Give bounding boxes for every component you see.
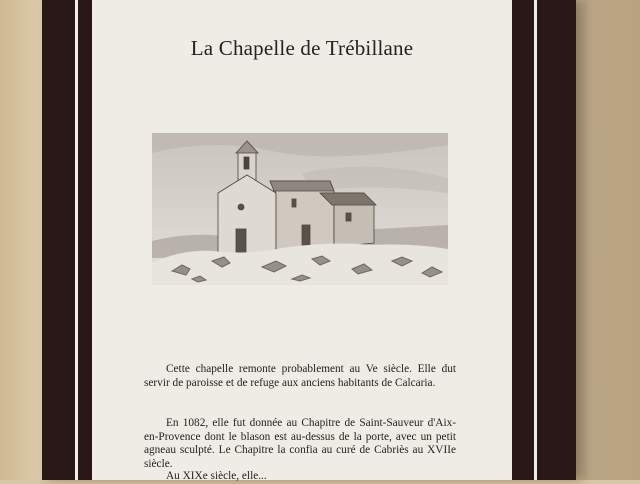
paragraph-1: Cette chapelle remonte probablement au Ve siècle. Elle dut servir de paroisse et de refuge aux anciens habitants de Calcaria. [144, 363, 456, 389]
chapel-sketch [152, 133, 448, 285]
paragraph-3: Au XIXe siècle, elle... [166, 470, 267, 482]
paragraph-2: En 1082, elle fut donnée au Chapitre de Saint-Sauveur d'Aix-en-Provence dont le blason est au-dessus de la porte, avec un petit agneau sculpté. Le Chapitre la confia au curé de Cabriès au XVIIe siècle. [144, 417, 456, 470]
sign-title: La Chapelle de Trébillane [190, 36, 414, 60]
